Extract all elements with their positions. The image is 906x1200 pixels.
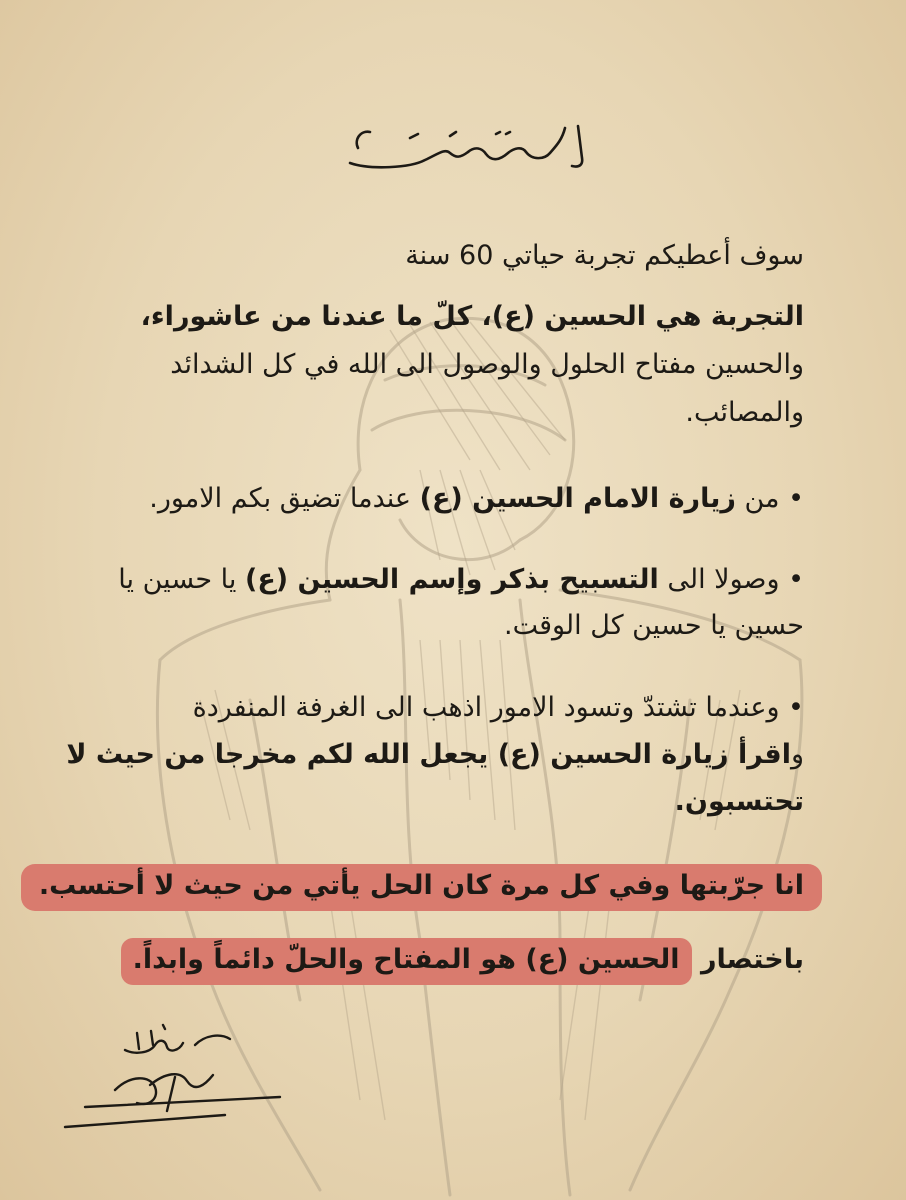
bullet3-line1: • وعندما تشتدّ وتسود الامور اذهب الى الغرفة المنفردة <box>192 692 804 723</box>
bullet2-line2: حسين يا حسين كل الوقت. <box>503 610 804 641</box>
paragraph1-line1: التجربة هي الحسين (ع)، كلّ ما عندنا من عاشوراء، <box>140 301 804 332</box>
highlight-line-2 <box>121 946 804 973</box>
bullet3-line3: تحتسبون. <box>674 786 804 817</box>
bullet3-line2 <box>66 741 804 768</box>
bullet3-bold: اقرأ زيارة الحسين (ع) يجعل الله لكم مخرجا من حيث لا <box>66 739 791 770</box>
highlight-line-1 <box>21 872 822 899</box>
paragraph1-line3: والمصائب. <box>685 397 804 428</box>
highlight-mark-1: انا جرّبتها وفي كل مرة كان الحل يأتي من حيث لا أحتسب. <box>21 864 822 911</box>
bullet3-plain: و <box>790 739 804 770</box>
intro-line: سوف أعطيكم تجربة حياتي 60 سنة <box>405 240 804 271</box>
bullet2-suffix: يا حسين يا <box>118 564 246 595</box>
highlight2-plain: باختصار <box>691 944 804 975</box>
highlight-mark-2: الحسين (ع) هو المفتاح والحلّ دائماً وابداً. <box>121 938 692 985</box>
bullet1-suffix: عندما تضيق بكم الامور. <box>149 483 420 514</box>
handwritten-heading <box>300 108 620 188</box>
paragraph1-line2: والحسين مفتاح الحلول والوصول الى الله في كل الشدائد <box>170 349 804 380</box>
bullet1-line <box>149 485 804 512</box>
bullet1-prefix: • من <box>735 483 804 514</box>
bullet2-line1 <box>118 566 804 593</box>
bullet2-prefix: • وصولا الى <box>658 564 804 595</box>
bullet2-bold: التسبيح بذكر وإسم الحسين (ع) <box>245 564 659 595</box>
handwritten-signature <box>55 1015 295 1145</box>
bullet1-bold: زيارة الامام الحسين (ع) <box>419 483 736 514</box>
